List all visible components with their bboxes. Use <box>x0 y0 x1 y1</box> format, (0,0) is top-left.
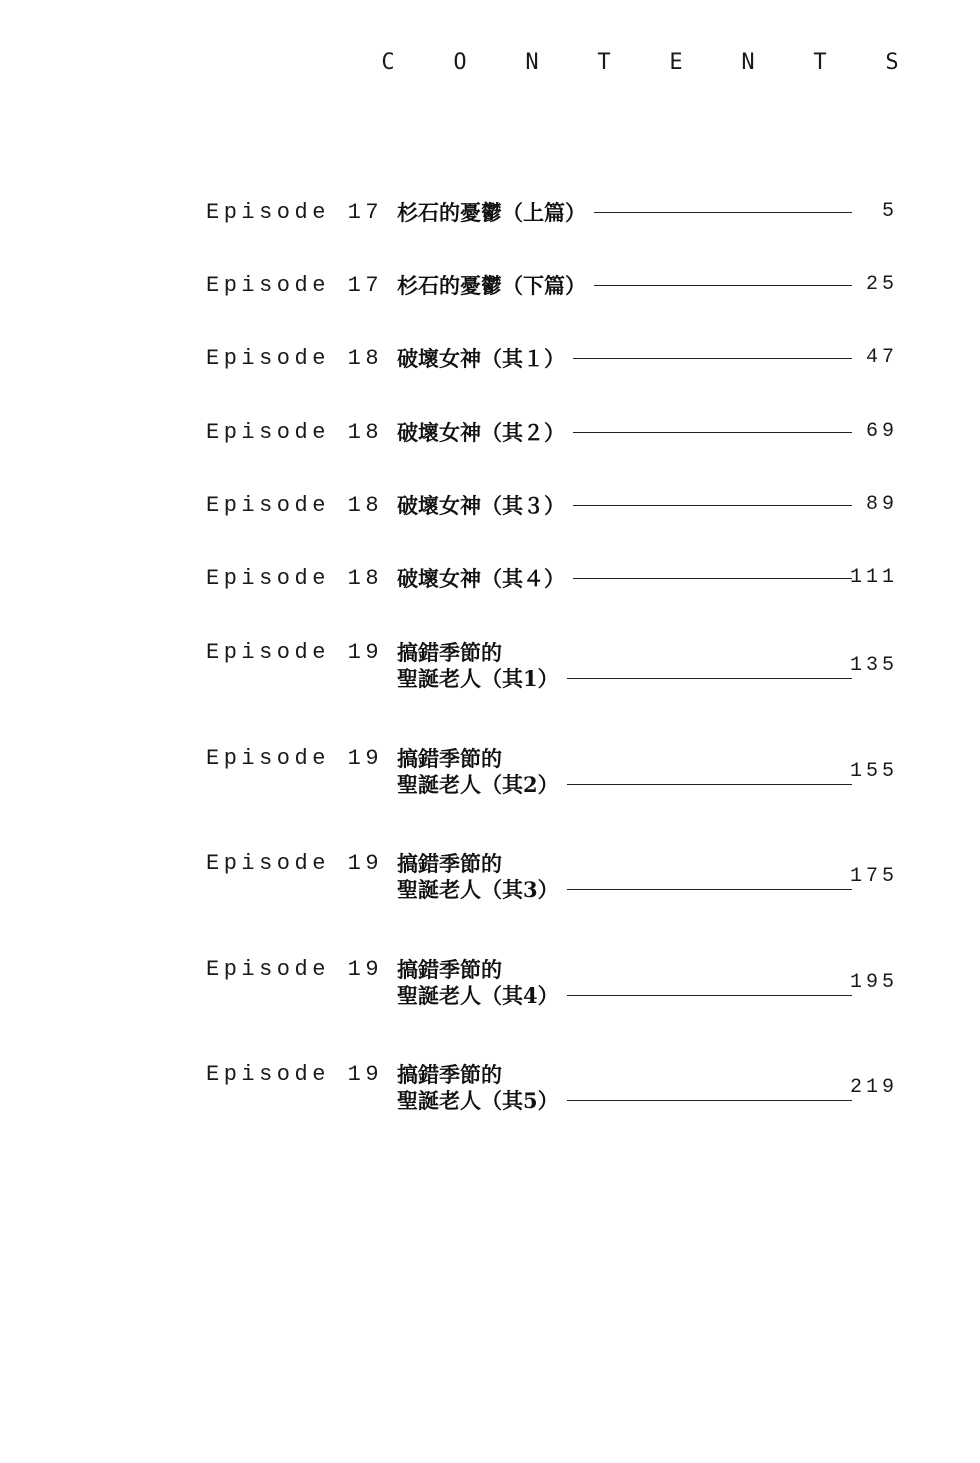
heading-letter: N <box>741 50 755 75</box>
title-line-1: 破壞女神（其１） <box>397 346 565 371</box>
entry-title-group <box>397 346 852 372</box>
leader-line <box>573 505 852 506</box>
title-line-1: 搞錯季節的 <box>397 957 502 982</box>
entry-title <box>397 640 559 692</box>
entry-title <box>397 851 559 903</box>
page-number: 175 <box>849 865 898 888</box>
page-number: 89 <box>865 493 898 516</box>
entry-title-group <box>397 640 852 692</box>
title-line-2: 聖誕老人（其4） <box>397 983 559 1008</box>
entry-title-group <box>397 1062 852 1114</box>
heading-letter: E <box>669 50 683 75</box>
episode-number: Episode 19 <box>206 851 384 876</box>
entry-title-group <box>397 851 852 903</box>
page-number: 25 <box>865 273 898 296</box>
leader-line <box>567 784 852 785</box>
page-number: 5 <box>881 200 898 223</box>
entry-title <box>397 957 559 1009</box>
heading-letter: O <box>453 50 467 75</box>
episode-number: Episode 19 <box>206 957 384 982</box>
leader-line <box>594 212 852 213</box>
episode-number: Episode 18 <box>206 566 384 591</box>
episode-number: Episode 18 <box>206 346 384 371</box>
heading-letter: N <box>525 50 539 75</box>
title-line-1: 搞錯季節的 <box>397 851 502 876</box>
episode-number: Episode 17 <box>206 200 384 225</box>
page-number: 69 <box>865 420 898 443</box>
leader-line <box>567 995 852 996</box>
leader-line <box>573 432 852 433</box>
title-line-1: 搞錯季節的 <box>397 1062 502 1087</box>
leader-line <box>567 1100 852 1101</box>
entry-title <box>397 746 559 798</box>
episode-number: Episode 19 <box>206 746 384 771</box>
episode-number: Episode 18 <box>206 493 384 518</box>
page-number: 135 <box>849 654 898 677</box>
page-number: 219 <box>849 1076 898 1099</box>
title-line-1: 破壞女神（其２） <box>397 420 565 445</box>
page-number: 47 <box>865 346 898 369</box>
leader-line <box>567 678 852 679</box>
title-line-2: 聖誕老人（其3） <box>397 877 559 902</box>
page-number: 155 <box>849 760 898 783</box>
title-line-1: 杉石的憂鬱（下篇） <box>397 273 586 298</box>
entry-title-group <box>397 957 852 1009</box>
entry-title <box>397 420 565 446</box>
title-line-1: 搞錯季節的 <box>397 746 502 771</box>
leader-line <box>573 578 852 579</box>
title-line-2: 聖誕老人（其1） <box>397 666 559 691</box>
entry-title <box>397 200 586 226</box>
entry-title <box>397 346 565 372</box>
heading-letter: T <box>813 50 827 75</box>
entry-title-group <box>397 566 852 592</box>
episode-number: Episode 19 <box>206 640 384 665</box>
title-line-1: 破壞女神（其４） <box>397 566 565 591</box>
leader-line <box>573 358 852 359</box>
entry-title-group <box>397 273 852 299</box>
title-line-1: 破壞女神（其３） <box>397 493 565 518</box>
entry-title <box>397 566 565 592</box>
episode-number: Episode 17 <box>206 273 384 298</box>
heading-letter: C <box>381 50 395 75</box>
leader-line <box>567 889 852 890</box>
title-line-2: 聖誕老人（其5） <box>397 1088 559 1113</box>
entry-title-group <box>397 493 852 519</box>
entry-title-group <box>397 420 852 446</box>
episode-number: Episode 19 <box>206 1062 384 1087</box>
page-number: 195 <box>849 971 898 994</box>
entry-title <box>397 493 565 519</box>
title-line-1: 杉石的憂鬱（上篇） <box>397 200 586 225</box>
heading-letter: T <box>597 50 611 75</box>
leader-line <box>594 285 852 286</box>
heading-letter: S <box>885 50 899 75</box>
page-number: 111 <box>849 566 898 589</box>
episode-number: Episode 18 <box>206 420 384 445</box>
entry-title-group <box>397 200 852 226</box>
entry-title-group <box>397 746 852 798</box>
title-line-2: 聖誕老人（其2） <box>397 772 559 797</box>
entry-title <box>397 273 586 299</box>
title-line-1: 搞錯季節的 <box>397 640 502 665</box>
entry-title <box>397 1062 559 1114</box>
